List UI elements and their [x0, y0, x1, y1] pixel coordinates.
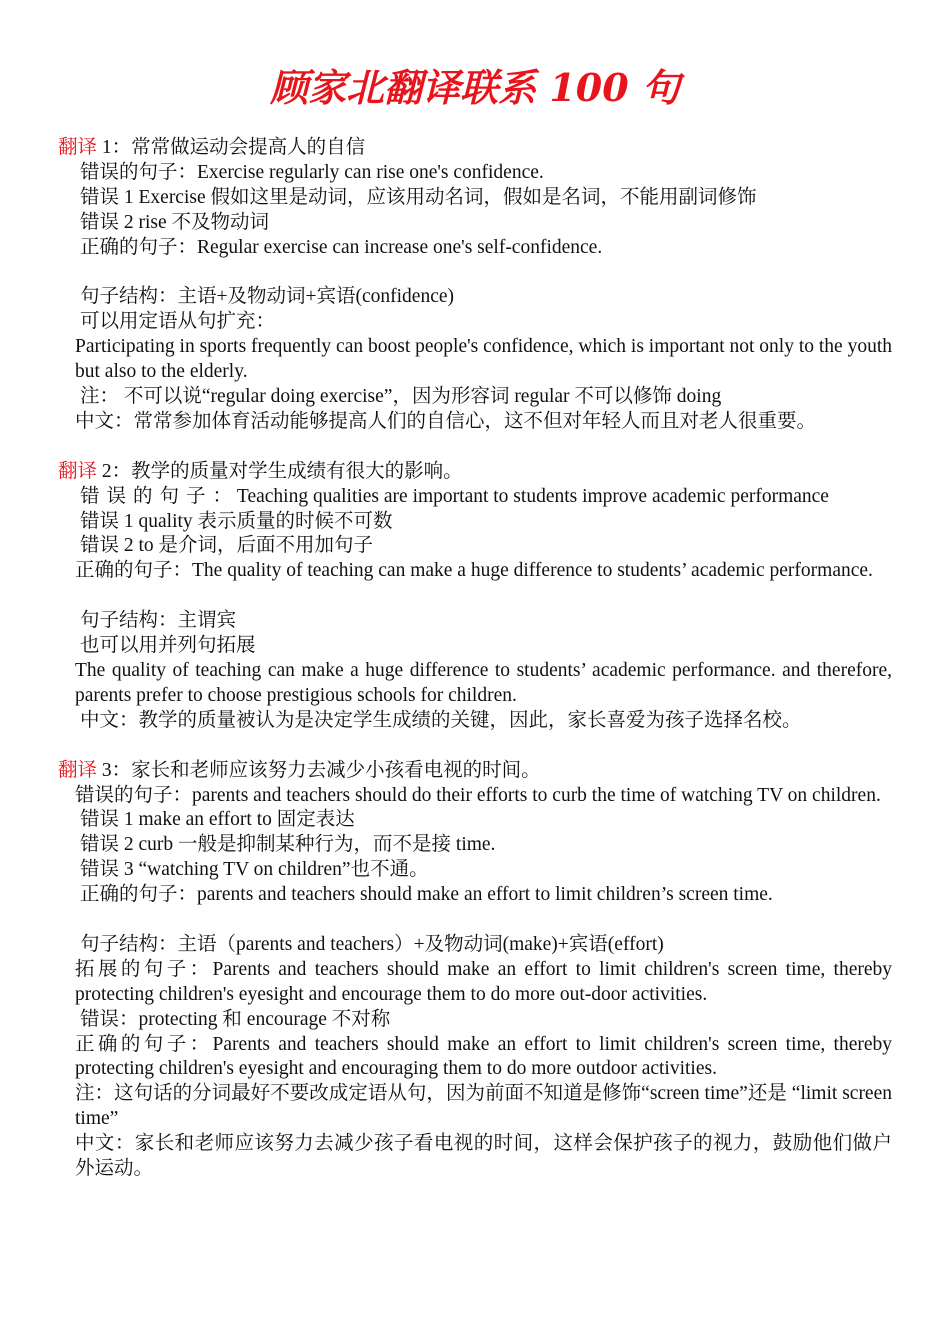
section-3-error-4: 错误：protecting 和 encourage 不对称 [80, 1008, 391, 1030]
section-3-heading [58, 759, 892, 784]
section-3-error-3: 错误 3 “watching TV on children”也不通。 [80, 859, 429, 881]
section-2-heading [58, 460, 892, 485]
section-1-error-1: 错误 1 Exercise 假如这里是动词，应该用动名词，假如是名词，不能用副词修饰 [80, 186, 757, 208]
section-3-error-2: 错误 2 curb 一般是抑制某种行为，而不是接 time. [80, 834, 496, 856]
section-3-expanded-sentence: 拓展的句子：Parents and teachers should make an effort to limit children's screen time, thereby protecting children's eyesight and encourage them to do more out-door activities. [75, 958, 892, 1005]
section-3-structure: 句子结构：主语（parents and teachers）+及物动词(make)+宾语(effort) [80, 933, 664, 955]
section-1-expanded-sentence: Participating in sports frequently can boost people's confidence, which is important not only to the youth but also to the elderly. [75, 336, 892, 383]
section-3-correct-sentence-2: 正确的句子：Parents and teachers should make an effort to limit children's screen time, thereby protecting children's eyesight and encouraging them to do more outdoor activities. [75, 1033, 892, 1080]
section-3-wrong-sentence: 错误的句子：parents and teachers should do their efforts to curb the time of watching TV on children. [75, 784, 881, 806]
section-1-wrong-sentence: 错误的句子：Exercise regularly can rise one's confidence. [80, 161, 544, 183]
section-2-correct-sentence: 正确的句子：The quality of teaching can make a huge difference to students’ academic performance. [75, 560, 873, 582]
section-3-tag: 翻译 [58, 759, 98, 781]
section-1-error-2: 错误 2 rise 不及物动词 [80, 211, 270, 233]
section-1-chinese: 中文：常常参加体育活动能够提高人们的自信心，这不但对年轻人而且对老人很重要。 [75, 410, 817, 432]
section-2-wrong-label: 错误的句子 [80, 485, 213, 507]
section-2-structure: 句子结构：主谓宾 [80, 610, 237, 632]
section-2-chinese: 中文：教学的质量被认为是决定学生成绩的关键，因此，家长喜爱为孩子选择名校。 [80, 709, 802, 731]
section-3-note: 注：这句话的分词最好不要改成定语从句，因为前面不知道是修饰“screen time”还是 “limit screen time” [75, 1083, 892, 1130]
section-2-error-1: 错误 1 quality 表示质量的时候不可数 [80, 510, 393, 532]
section-3-correct-sentence: 正确的句子：parents and teachers should make an effort to limit children’s screen time. [80, 884, 773, 906]
section-1-note: 注： 不可以说“regular doing exercise”，因为形容词 regular 不可以修饰 doing [80, 386, 722, 408]
section-1-correct-sentence: 正确的句子：Regular exercise can increase one's self-confidence. [80, 236, 603, 258]
document-body [58, 136, 892, 1182]
section-2-error-2: 错误 2 to 是介词，后面不用加句子 [80, 535, 374, 557]
section-1-structure: 句子结构：主语+及物动词+宾语(confidence) [80, 286, 455, 308]
section-2-tag: 翻译 [58, 460, 98, 482]
section-2-expand-note: 也可以用并列句拓展 [80, 635, 256, 657]
page-title: 顾家北翻译联系 100 句 [270, 65, 680, 110]
section-2-wrong-sentence [58, 485, 892, 510]
section-3-prompt: 3：家长和老师应该努力去减少小孩看电视的时间。 [97, 759, 541, 781]
section-1-heading [58, 136, 892, 161]
section-1-prompt: 1：常常做运动会提高人的自信 [97, 137, 366, 158]
section-2-prompt: 2：教学的质量对学生成绩有很大的影响。 [97, 460, 463, 482]
section-2-expanded-sentence: The quality of teaching can make a huge difference to students’ academic performance. and therefore, parents prefer to choose prestigious schools for children. [75, 659, 892, 706]
section-3-error-1: 错误 1 make an effort to 固定表达 [80, 809, 355, 831]
section-1-expand-note: 可以用定语从句扩充： [80, 311, 276, 333]
section-1-tag: 翻译 [58, 137, 98, 158]
section-2-wrong-text: ： Teaching qualities are important to students improve academic performance [212, 485, 829, 507]
section-3-chinese: 中文：家长和老师应该努力去减少孩子看电视的时间，这样会保护孩子的视力，鼓励他们做户外运动。 [75, 1133, 892, 1180]
